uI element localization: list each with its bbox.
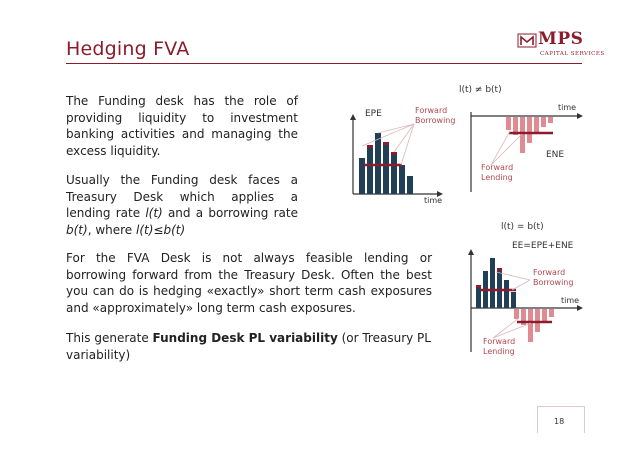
lending-rate: l(t) xyxy=(145,206,163,220)
pointer-line xyxy=(493,318,519,338)
ee-neg-bar xyxy=(528,309,533,342)
text-line: For the FVA Desk is not always feasible lending or xyxy=(66,251,432,265)
logo-name: MPS xyxy=(538,29,584,49)
ee-pos-bar xyxy=(476,285,481,308)
pointer-line xyxy=(491,131,510,165)
epe-bar-cap xyxy=(391,152,397,155)
pointer-line xyxy=(493,323,531,338)
forward-borrowing-label xyxy=(415,106,455,126)
text-line: banking activities and managing the xyxy=(66,127,298,141)
label-line: Borrowing xyxy=(415,116,456,125)
epe-chart xyxy=(353,117,440,194)
condition-label-equal: l(t) = b(t) xyxy=(501,222,544,232)
ee-pos-bar-cap xyxy=(497,268,502,271)
ene-bar xyxy=(506,117,511,130)
epe-bar-cap xyxy=(383,142,389,145)
text-fragment: and a borrowing rate xyxy=(162,206,298,220)
ee-pos-bar xyxy=(497,268,502,308)
ene-label: ENE xyxy=(546,150,565,160)
pointer-line xyxy=(491,134,522,165)
label-line: Borrowing xyxy=(533,278,574,287)
pointer-line xyxy=(512,280,530,290)
ee-label: EE=EPE+ENE xyxy=(512,241,574,251)
epe-bar-cap xyxy=(367,145,373,148)
borrowing-rate: b(t) xyxy=(66,222,88,237)
epe-label: EPE xyxy=(365,109,382,119)
text-line: you can do is hedging «exactly» short term cash exposures xyxy=(66,284,432,298)
text-line: excess liquidity. xyxy=(66,143,161,158)
text-line: borrowing forward from the Treasury Desk. Often the best xyxy=(66,267,432,282)
ee-pos-bar-cap xyxy=(476,285,481,288)
epe-bar xyxy=(399,165,405,194)
text-line: variability) xyxy=(66,347,131,362)
epe-bar xyxy=(359,158,365,194)
logo-subtitle: CAPITAL SERVICES xyxy=(540,51,605,57)
pointer-line xyxy=(401,124,414,165)
ene-bar xyxy=(541,117,546,127)
label-line: Forward xyxy=(415,106,448,115)
text-line: The Funding desk has the role of xyxy=(66,94,298,108)
text-line: and «approximately» long term cash exposures. xyxy=(66,300,356,315)
epe-bar xyxy=(407,176,413,194)
text-fragment: , where xyxy=(87,222,136,237)
rate-condition: l(t)≤b(t) xyxy=(136,222,186,237)
text-fragment: lending rate xyxy=(66,206,146,220)
text-fragment: (or Treasury PL xyxy=(337,331,431,345)
label-line: Forward xyxy=(533,268,566,277)
ee-pos-bar xyxy=(490,258,495,308)
label-line: Lending xyxy=(481,173,513,182)
ee-neg-bar xyxy=(535,309,540,332)
ene-bar xyxy=(534,117,539,132)
emphasis-text: Funding Desk PL variability xyxy=(152,331,338,345)
label-line: Forward xyxy=(481,163,514,172)
ene-bar xyxy=(548,117,553,123)
text-line: Treasury Desk which applies a xyxy=(66,189,298,204)
ene-bar xyxy=(527,117,532,143)
page-number: 18 xyxy=(554,417,565,426)
label-line: Lending xyxy=(483,347,515,356)
condition-label-unequal: l(t) ≠ b(t) xyxy=(459,85,502,95)
forward-borrowing-label xyxy=(533,268,573,288)
epe-bar xyxy=(367,145,373,194)
ee-pos-bar xyxy=(511,292,516,308)
forward-lending-label xyxy=(481,163,513,183)
time-axis-label: time xyxy=(424,196,443,205)
text-line: Usually the Funding desk faces a xyxy=(66,173,298,187)
ee-neg-bar xyxy=(549,309,554,317)
ee-neg-bar xyxy=(514,309,519,319)
text-line: providing liquidity to investment xyxy=(66,110,298,125)
time-axis-label: time xyxy=(558,103,577,112)
epe-bar xyxy=(391,152,397,194)
epe-bar xyxy=(383,142,389,194)
forward-lending-label xyxy=(483,337,515,357)
epe-bar xyxy=(375,133,381,194)
page-title: Hedging FVA xyxy=(66,38,190,60)
time-axis-label: time xyxy=(561,296,580,305)
text-fragment: This generate xyxy=(66,331,153,345)
ee-pos-bar xyxy=(504,280,509,308)
label-line: Forward xyxy=(483,337,516,346)
